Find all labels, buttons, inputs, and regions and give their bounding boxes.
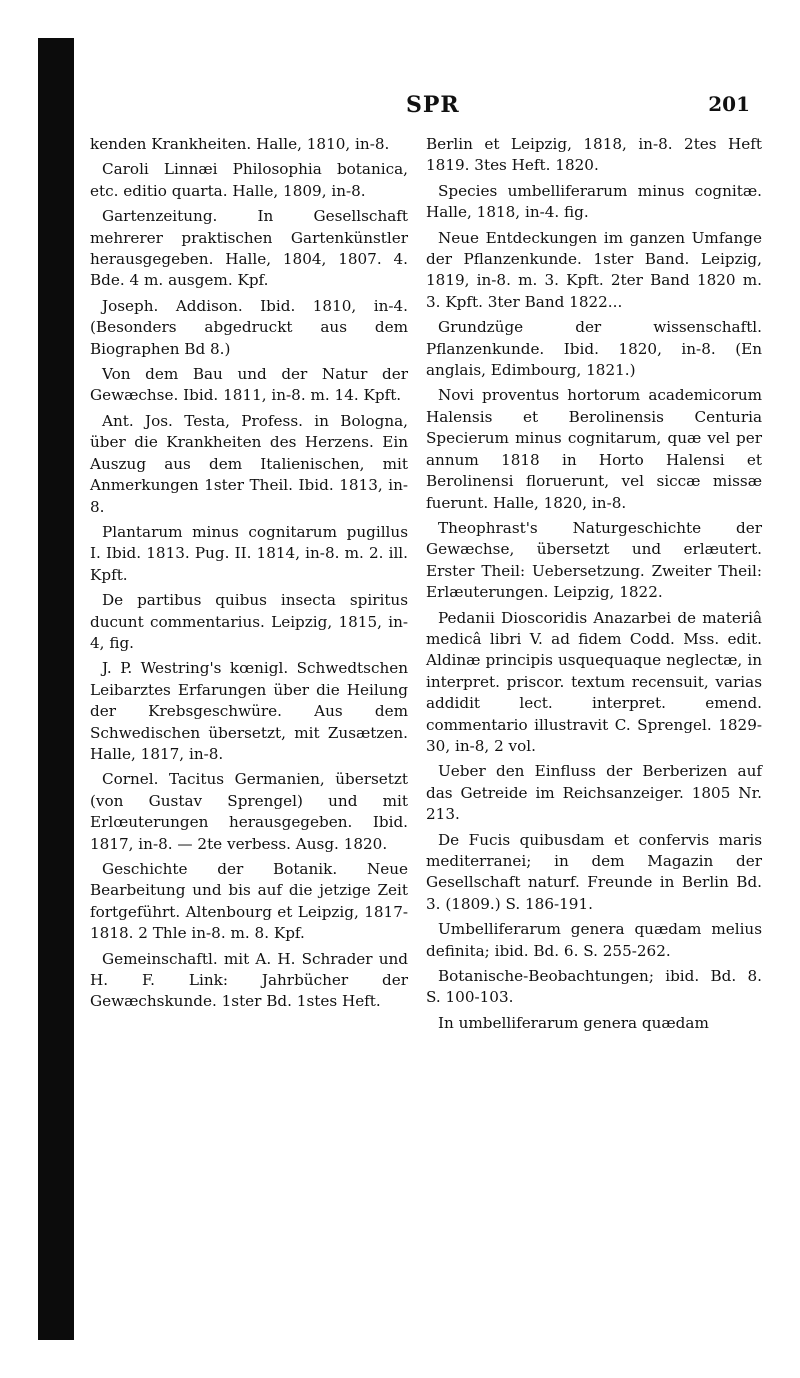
bib-entry: Novi proventus hortorum academicorum Halensis et Berolinensis Centuria Specierum minus cognitarum, quæ vel per annum 1818 in Horto Halensi et Berolinensi floruerunt, vel siccæ missæ fuerunt. Halle, 1820, in-8. xyxy=(426,386,762,512)
bib-entry: Grundzüge der wissenschaftl. Pflanzenkunde. Ibid. 1820, in-8. (En anglais, Edimbourg, 1821.) xyxy=(426,318,762,380)
bib-entry: Berlin et Leipzig, 1818, in-8. 2tes Heft 1819. 3tes Heft. 1820. xyxy=(426,135,762,175)
bib-entry: Plantarum minus cognitarum pugillus I. Ibid. 1813. Pug. II. 1814, in-8. m. 2. ill. Kpft. xyxy=(90,522,408,584)
bib-entry: Joseph. Addison. Ibid. 1810, in-4. (Besonders abgedruckt aus dem Biographen Bd 8.) xyxy=(90,296,408,358)
right-column xyxy=(426,134,762,1038)
page-header xyxy=(90,92,750,124)
bib-entry: Neue Entdeckungen im ganzen Umfange der Pflanzenkunde. 1ster Band. Leipzig, 1819, in-8. m. 3. Kpft. 2ter Band 1820 m. 3. Kpft. 3ter Band 1822... xyxy=(426,228,762,311)
bib-entry: Theophrast's Naturgeschichte der Gewæchse, übersetzt und erlæutert. Erster Theil: Uebersetzung. Zweiter Theil: Erlæuterungen. Leipzig, 1822. xyxy=(426,518,762,602)
bib-entry: Cornel. Tacitus Germanien, übersetzt (von Gustav Sprengel) und mit Erlœuterungen herausgegeben. Ibid. 1817, in-8. — 2te verbess. Ausg. 1820. xyxy=(90,770,408,853)
bib-entry: De partibus quibus insecta spiritus ducunt commentarius. Leipzig, 1815, in-4, fig. xyxy=(90,591,408,652)
bib-entry: De Fucis quibusdam et confervis maris mediterranei; in dem Magazin der Gesellschaft naturf. Freunde in Berlin Bd. 3. (1809.) S. 186-191. xyxy=(426,830,762,913)
bib-entry: Species umbelliferarum minus cognitæ. Halle, 1818, in-4. fig. xyxy=(426,181,762,222)
bib-entry: Botanische-Beobachtungen; ibid. Bd. 8. S. 100-103. xyxy=(426,967,762,1007)
bib-entry: J. P. Westring's kœnigl. Schwedtschen Leibarztes Erfarungen über die Heilung der Krebsgeschwüre. Aus dem Schwedischen übersetzt, mit Zusætzen. Halle, 1817, in-8. xyxy=(90,659,408,763)
bib-entry: Umbelliferarum genera quædam melius definita; ibid. Bd. 6. S. 255-262. xyxy=(426,920,762,960)
bib-entry: kenden Krankheiten. Halle, 1810, in-8. xyxy=(90,135,390,153)
bib-entry: Geschichte der Botanik. Neue Bearbeitung und bis auf die jetzige Zeit fortgeführt. Altenbourg et Leipzig, 1817-1818. 2 Thle in-8. m. 8. Kpf. xyxy=(90,860,408,943)
bib-entry: Von dem Bau und der Natur der Gewæchse. Ibid. 1811, in-8. m. 14. Kpft. xyxy=(90,365,408,405)
bib-entry: Ant. Jos. Testa, Profess. in Bologna, über die Krankheiten des Herzens. Ein Auszug aus dem Italienischen, mit Anmerkungen 1ster Theil. Ibid. 1813, in-8. xyxy=(90,411,408,516)
bib-entry: In umbelliferarum genera quædam xyxy=(438,1013,709,1032)
bib-entry: Gemeinschaftl. mit A. H. Schrader und H. F. Link: Jahrbücher der Gewæchskunde. 1ster Bd. 1stes Heft. xyxy=(90,949,408,1011)
left-column xyxy=(90,134,408,1017)
bib-entry: Gartenzeitung. In Gesellschaft mehrerer praktischen Gartenkünstler herausgegeben. Halle, 1804, 1807. 4. Bde. 4 m. ausgem. Kpf. xyxy=(90,207,408,290)
book-spine-shadow xyxy=(38,38,74,1340)
running-head: SPR xyxy=(406,92,460,118)
page-number: 201 xyxy=(708,92,750,116)
bib-entry: Caroli Linnæi Philosophia botanica, etc. editio quarta. Halle, 1809, in-8. xyxy=(90,160,408,200)
bib-entry: Pedanii Dioscoridis Anazarbei de materiâ medicâ libri V. ad fidem Codd. Mss. edit. Aldinæ principis usquequaque neglectæ, in interpret. priscor. textum recensuit, varias addidit lect. interpret. emend. commentario illustravit C. Sprengel. 1829-30, in-8, 2 vol. xyxy=(426,608,762,755)
bib-entry: Ueber den Einfluss der Berberizen auf das Getreide im Reichsanzeiger. 1805 Nr. 213. xyxy=(426,762,762,824)
